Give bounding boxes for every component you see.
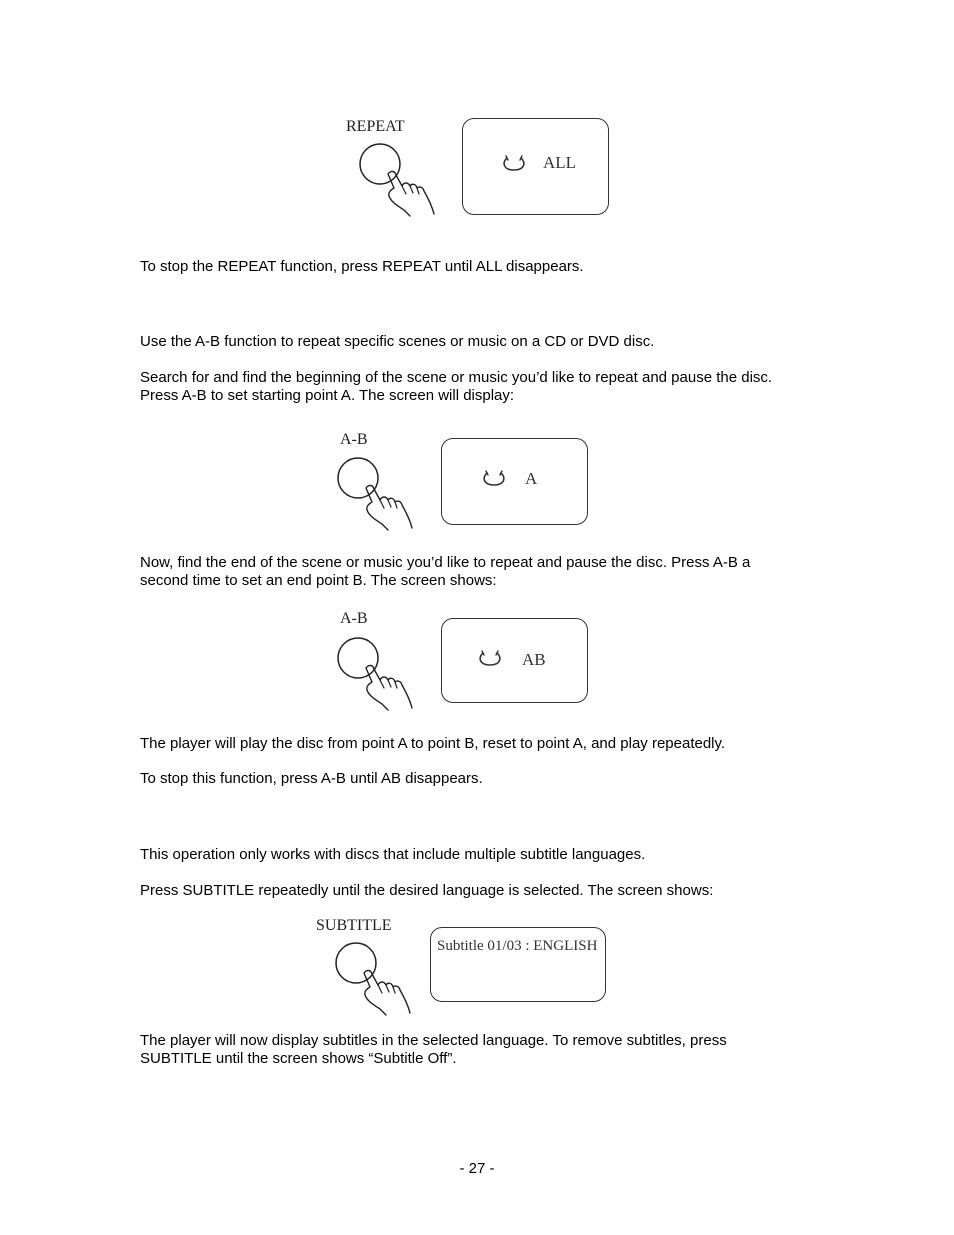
figure-subtitle [310, 915, 620, 1020]
repeat-icon [500, 154, 530, 174]
button-label-ab: A-B [340, 431, 368, 448]
pressing-hand-icon [336, 634, 446, 714]
repeat-icon [476, 649, 506, 669]
screen-text: AB [522, 650, 546, 669]
screen-text: Subtitle 01/03 : ENGLISH [437, 938, 598, 954]
paragraph: To stop this function, press A-B until AB disappears. [140, 770, 483, 787]
pressing-hand-icon [334, 939, 444, 1019]
paragraph: To stop the REPEAT function, press REPEAT until ALL disappears. [140, 258, 584, 275]
repeat-icon [480, 469, 510, 489]
page-number: - 27 - [459, 1160, 495, 1177]
paragraph: The player will now display subtitles in the selected language. To remove subtitles, press SUBTITLE until the screen shows “Subtitle Off”. [140, 1032, 727, 1067]
button-label-subtitle: SUBTITLE [316, 917, 392, 934]
paragraph: Search for and find the beginning of the scene or music you’d like to repeat and pause the disc. Press A-B to set starting point A. The screen will display: [140, 369, 773, 404]
screen-text: ALL [543, 153, 577, 172]
pressing-hand-icon [336, 454, 446, 534]
paragraph: Now, find the end of the scene or music you’d like to repeat and pause the disc. Press A-B a second time to set an end point B. The screen shows: [140, 554, 751, 589]
display-screen [430, 927, 606, 1002]
figure-repeat-all [330, 110, 620, 225]
display-screen [441, 438, 588, 525]
paragraph: Use the A-B function to repeat specific scenes or music on a CD or DVD disc. [140, 333, 655, 350]
paragraph: This operation only works with discs that include multiple subtitle languages. [140, 846, 646, 863]
display-screen [462, 118, 609, 215]
button-label-repeat: REPEAT [346, 118, 405, 135]
paragraph: The player will play the disc from point A to point B, reset to point A, and play repeatedly. [140, 735, 726, 752]
figure-ab-ab [330, 608, 600, 713]
display-screen [441, 618, 588, 703]
pressing-hand-icon [358, 140, 468, 220]
screen-text: A [525, 469, 538, 488]
paragraph: Press SUBTITLE repeatedly until the desired language is selected. The screen shows: [140, 882, 714, 899]
button-label-ab: A-B [340, 610, 368, 627]
figure-ab-a [330, 428, 600, 533]
